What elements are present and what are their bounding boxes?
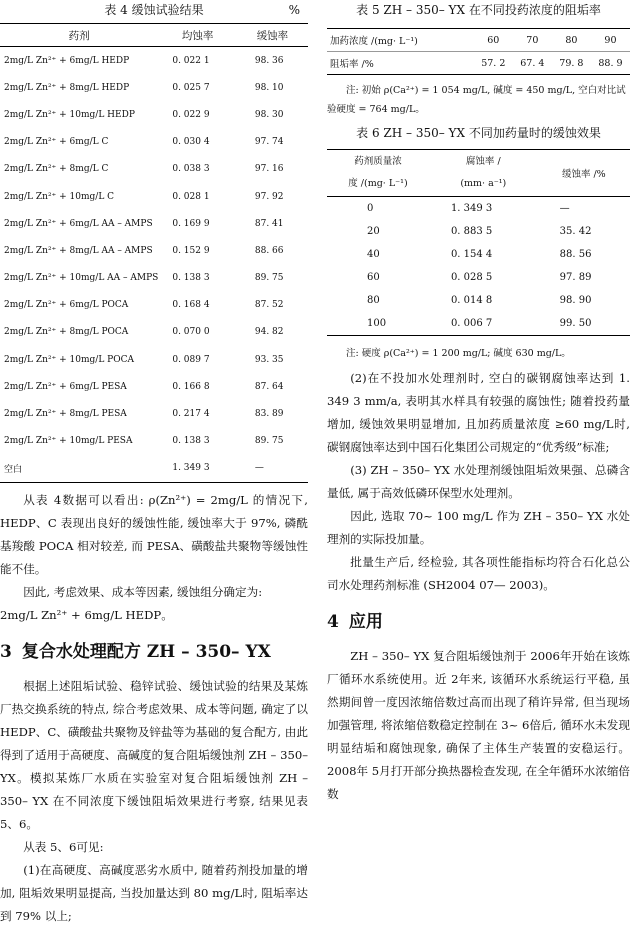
table6-header-inhibition: 缓蚀率 /%: [538, 150, 630, 197]
table4-cell-inhibition: 98. 36: [254, 55, 284, 66]
table4-cell-inhibition: 97. 74: [254, 137, 284, 148]
table6-cell-inhibition: 99. 50: [538, 312, 630, 336]
table4-cell-agent: 2mg/L Zn²⁺ + 6mg/L POCA: [4, 300, 129, 311]
right-text: [327, 367, 630, 806]
section-3-number: 3: [0, 642, 12, 662]
table5-cell: 79. 8: [552, 52, 591, 75]
table4-cell-rate: 0. 022 9: [172, 109, 210, 120]
table4-cell-rate: 0. 169 9: [172, 218, 210, 229]
table4-cell-agent: 2mg/L Zn²⁺ + 6mg/L AA – AMPS: [4, 218, 153, 229]
table4-header-rate: 均蚀率: [158, 24, 237, 47]
table5-note: 注: 初始 ρ(Ca²⁺) = 1 054 mg/L, 碱度 = 450 mg/L, 空白对比试验硬度 = 764 mg/L。: [327, 85, 626, 115]
right-para-3: 因此, 选取 70~ 100 mg/L 作为 ZH – 350– YX 水处理剂的实际投加量。: [327, 509, 630, 546]
table6-cell-inhibition: 88. 56: [559, 249, 592, 260]
table4-header-agent: 药剂: [0, 24, 158, 47]
table4-cell-inhibition: 87. 64: [254, 381, 284, 392]
table5-cell: 88. 9: [591, 52, 630, 75]
table6-cell-dose: 0: [367, 203, 374, 214]
table5-cell: 67. 4: [513, 52, 552, 75]
table4-cell-agent: 2mg/L Zn²⁺ + 6mg/L PESA: [4, 381, 127, 392]
right-para-4: 批量生产后, 经检验, 其各项性能指标均符合石化总公司水处理药剂标准 (SH2004 07— 2003)。: [327, 555, 630, 592]
table4-cell-inhibition: 87. 41: [254, 218, 284, 229]
left-text: [0, 489, 308, 928]
left-para-3: 根据上述阻垢试验、稳锌试验、缓蚀试验的结果及某炼厂热交换系统的特点, 综合考虑效果、成本等问题, 确定了以 HEDP、C、磺酸盐共聚物及锌盐等为基础的复合配方, 由此得到了适用于高硬度、高碱度的复合阻垢缓蚀剂 ZH – 350– YX。模拟某炼厂水质在实验室对复合阻垢缓蚀剂 ZH – 350– YX 在不同浓度下缓蚀阻垢效果进行考察, 结果见表 5、6。: [0, 679, 308, 831]
table6-cell-dose: 40: [367, 249, 380, 260]
table6-cell-corrosion: 0. 028 5: [450, 272, 493, 283]
table4-row: [0, 210, 308, 237]
table4-cell-rate: 0. 217 4: [172, 409, 210, 420]
table4-cell-rate: 0. 089 7: [172, 354, 210, 365]
table4-cell-agent: 2mg/L Zn²⁺ + 8mg/L C: [4, 164, 109, 175]
table6-cell-corrosion: 1. 349 3: [450, 203, 493, 214]
left-para-1: 从表 4数据可以看出: ρ(Zn²⁺) = 2mg/L 的情况下, HEDP、C 表现出良好的缓蚀性能, 缓蚀率大于 97%, 磷酰基羧酸 POCA 相对较差, 而 PESA、磺酸盐共聚物等缓蚀性能不佳。: [0, 493, 308, 576]
left-column: [0, 0, 308, 928]
table4-cell-rate: 0. 022 1: [172, 55, 210, 66]
table6-cell-dose: 60: [367, 272, 380, 283]
table4-cell-inhibition: 97. 92: [254, 191, 284, 202]
table5-cell: 90: [591, 29, 630, 52]
table4-cell-inhibition: —: [237, 455, 308, 483]
section-4-heading: [327, 611, 630, 633]
table5-rate-row: [327, 52, 630, 75]
table6-cell-dose: 80: [367, 295, 380, 306]
table4-cell-rate: 1. 349 3: [158, 455, 237, 483]
table4-cell-rate: 0. 025 7: [172, 82, 210, 93]
table4-cell-rate: 0. 028 1: [172, 191, 210, 202]
table4-cell-rate: 0. 152 9: [172, 245, 210, 256]
table4-cell-inhibition: 93. 35: [254, 354, 284, 365]
table6-row: [327, 266, 630, 289]
section-4-number: 4: [327, 612, 339, 632]
table4-cell-agent: 2mg/L Zn²⁺ + 10mg/L HEDP: [4, 109, 135, 120]
table6-row: [327, 197, 630, 221]
table4-cell-agent: 2mg/L Zn²⁺ + 8mg/L PESA: [4, 409, 127, 420]
table5-concentration-row: [327, 29, 630, 52]
table6-header-corrosion-line2: (mm· a⁻¹): [460, 178, 507, 189]
table4-body: [0, 47, 308, 483]
table4-cell-rate: 0. 030 4: [172, 137, 210, 148]
table4-row: [0, 129, 308, 156]
table4-cell-rate: 0. 168 4: [172, 300, 210, 311]
table5: [327, 28, 630, 75]
table6-header-corrosion: [429, 150, 538, 197]
table5-row-label-rate: 阻垢率 /%: [327, 52, 474, 75]
right-para-5: ZH – 350– YX 复合阻垢缓蚀剂于 2006年开始在该炼厂循环水系统使用。近 2年来, 该循环水系统运行平稳, 虽然期间曾一度因浓缩倍数过高而出现了稍许异常, 但当现场加强管理, 将浓缩倍数稳定控制在 3~ 6倍后, 循环水未发现明显结垢和腐蚀现象, 确保了主体生产装置的安稳运行。2008年 5月打开部分换热器检查发现, 在全年循环水浓缩倍数: [327, 649, 631, 801]
section-4-title: 应用: [348, 612, 383, 632]
table4-cell-agent: 2mg/L Zn²⁺ + 8mg/L POCA: [4, 327, 129, 338]
table4-cell-rate: 0. 070 0: [172, 327, 210, 338]
table4-cell-inhibition: 98. 30: [254, 109, 284, 120]
table6-header-corrosion-line1: 腐蚀率 /: [465, 156, 501, 167]
left-para-5: (1)在高硬度、高碱度恶劣水质中, 随着药剂投加量的增加, 阻垢效果明显提高, 当投加量达到 80 mg/L时, 阻垢率达到 79% 以上;: [0, 863, 308, 923]
left-formula: 2mg/L Zn²⁺ + 6mg/L HEDP。: [0, 608, 173, 622]
table6-cell-inhibition: 35. 42: [559, 226, 592, 237]
table6-cell-corrosion: 0. 014 8: [450, 295, 493, 306]
table6-header-row: [327, 150, 630, 197]
table6-row: [327, 243, 630, 266]
table6-cell-inhibition: 97. 89: [559, 272, 592, 283]
right-column: [327, 0, 630, 806]
table4-header-row: [0, 24, 308, 47]
table4-cell-agent: 2mg/L Zn²⁺ + 8mg/L HEDP: [4, 82, 130, 93]
table4-cell-inhibition: 87. 52: [254, 300, 284, 311]
table5-caption: 表 5 ZH – 350– YX 在不同投药浓度的阻垢率: [356, 3, 601, 17]
left-para-2: 因此, 考虑效果、成本等因素, 缓蚀组分确定为:: [23, 585, 263, 599]
table4-cell-rate: 0. 166 8: [172, 381, 210, 392]
table4-cell-inhibition: 89. 75: [254, 273, 284, 284]
table4-row: [0, 346, 308, 373]
table4-row: [0, 101, 308, 128]
table4-row: [0, 237, 308, 264]
table4: [0, 23, 308, 483]
table4-cell-agent: 2mg/L Zn²⁺ + 10mg/L PESA: [4, 436, 133, 447]
table4-cell-inhibition: 97. 16: [254, 164, 284, 175]
table4-row: [0, 47, 308, 75]
table4-cell-rate: 0. 038 3: [172, 164, 210, 175]
table6-note: 注: 硬度 ρ(Ca²⁺) = 1 200 mg/L; 碱度 630 mg/L。: [346, 348, 571, 359]
table6-row: [327, 289, 630, 312]
table6-cell-corrosion: 0. 154 4: [450, 249, 493, 260]
table4-header-inhibition: 缓蚀率: [237, 24, 308, 47]
table4-cell-agent: 2mg/L Zn²⁺ + 6mg/L C: [4, 137, 109, 148]
table4-row: [0, 74, 308, 101]
table6-header-dose-line1: 药剂质量浓: [354, 156, 402, 167]
table6-header-dose-line2: 度 /(mg· L⁻¹): [348, 178, 408, 189]
table4-cell-agent: 2mg/L Zn²⁺ + 10mg/L AA – AMPS: [4, 273, 159, 284]
table6-header-dose: [327, 150, 429, 197]
left-para-4: 从表 5、6可见:: [23, 840, 104, 854]
table6-cell-dose: 20: [367, 226, 380, 237]
table6: [327, 149, 630, 336]
table4-row: [0, 428, 308, 455]
table6-cell-inhibition: 98. 90: [559, 295, 592, 306]
right-para-2: (3) ZH – 350– YX 水处理剂缓蚀阻垢效果强、总磷含量低, 属于高效低磷环保型水处理剂。: [327, 463, 630, 500]
table6-body: [327, 197, 630, 336]
table4-cell-inhibition: 83. 89: [254, 409, 284, 420]
table5-cell: 60: [474, 29, 513, 52]
table5-cell: 57. 2: [474, 52, 513, 75]
table4-row: [0, 319, 308, 346]
table4-row: [0, 292, 308, 319]
table6-row: [327, 220, 630, 243]
table4-row: [0, 400, 308, 427]
table6-cell-inhibition: —: [559, 203, 570, 214]
section-3-heading: [0, 641, 308, 663]
table6-caption: 表 6 ZH – 350– YX 不同加药量时的缓蚀效果: [356, 126, 601, 140]
table6-row: [327, 312, 630, 336]
table4-unit: %: [288, 3, 300, 17]
table4-cell-agent: 2mg/L Zn²⁺ + 10mg/L POCA: [4, 354, 134, 365]
table4-cell-agent: 2mg/L Zn²⁺ + 10mg/L C: [4, 191, 115, 202]
table4-cell-rate: 0. 138 3: [172, 273, 210, 284]
table6-cell-dose: 100: [327, 312, 429, 336]
table6-cell-corrosion: 0. 006 7: [429, 312, 538, 336]
table4-row: [0, 183, 308, 210]
table4-cell-inhibition: 88. 66: [254, 245, 284, 256]
table4-cell-agent: 2mg/L Zn²⁺ + 8mg/L AA – AMPS: [4, 245, 153, 256]
table5-row-label-concentration: 加药浓度 /(mg· L⁻¹): [327, 29, 474, 52]
table4-cell-agent: 空白: [0, 455, 158, 483]
table4-row: [0, 373, 308, 400]
table4-row: [0, 265, 308, 292]
table4-caption-text: 表 4 缓蚀试验结果: [104, 3, 204, 17]
table4-cell-inhibition: 98. 10: [254, 82, 284, 93]
section-3-title: 复合水处理配方 ZH – 350– YX: [21, 642, 271, 662]
table4-cell-inhibition: 89. 75: [254, 436, 284, 447]
table4-row: [0, 455, 308, 483]
table4-cell-rate: 0. 138 3: [172, 436, 210, 447]
table4-cell-agent: 2mg/L Zn²⁺ + 6mg/L HEDP: [4, 55, 130, 66]
right-para-1: (2)在不投加水处理剂时, 空白的碳钢腐蚀率达到 1. 349 3 mm/a, 表明其水样具有较强的腐蚀性; 随着投药量增加, 缓蚀效果明显增加, 且加药质量浓度 ≥60 mg/L时, 碳钢腐蚀率达到中国石化集团公司规定的“优秀级”标准;: [327, 371, 630, 454]
table5-cell: 70: [513, 29, 552, 52]
table4-caption: [0, 0, 308, 20]
table5-cell: 80: [552, 29, 591, 52]
table4-cell-inhibition: 94. 82: [254, 327, 284, 338]
table4-row: [0, 156, 308, 183]
table6-cell-corrosion: 0. 883 5: [450, 226, 493, 237]
